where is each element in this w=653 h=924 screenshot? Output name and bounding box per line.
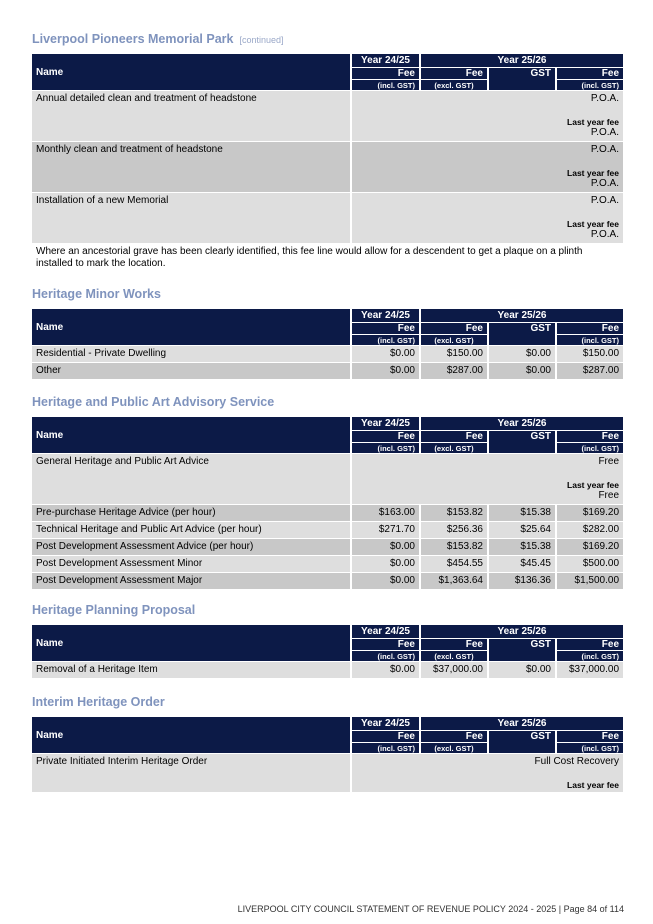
header-year-prev: Year 24/25 bbox=[352, 309, 419, 322]
table-row bbox=[32, 454, 623, 504]
cell-fee-incl: $150.00 bbox=[557, 346, 623, 362]
header-year-prev: Year 24/25 bbox=[352, 417, 419, 430]
header-fee: Fee bbox=[421, 323, 487, 334]
fee-table-interim bbox=[30, 716, 625, 793]
row-name: Residential - Private Dwelling bbox=[32, 346, 350, 362]
row-name: Post Development Assessment Advice (per hour) bbox=[32, 539, 350, 555]
header-incl-gst: (incl. GST) bbox=[557, 335, 623, 345]
cell-fee-excl: $1,363.64 bbox=[421, 573, 487, 589]
header-excl-gst: (excl. GST) bbox=[421, 651, 487, 661]
cell-gst: $25.64 bbox=[489, 522, 555, 538]
last-year-fee-label: Last year fee bbox=[567, 117, 620, 127]
cell-fee-prev: $0.00 bbox=[352, 363, 419, 379]
table-row bbox=[32, 346, 623, 362]
last-year-fee-label: Last year fee bbox=[567, 219, 620, 229]
cell-fee-excl: $37,000.00 bbox=[421, 662, 487, 678]
cell-gst: $15.38 bbox=[489, 505, 555, 521]
header-fee: Fee bbox=[352, 323, 419, 334]
header-gst: GST bbox=[489, 323, 555, 345]
table-row bbox=[32, 363, 623, 379]
header-gst: GST bbox=[489, 639, 555, 661]
header-incl-gst: (incl. GST) bbox=[352, 335, 419, 345]
table-row bbox=[32, 91, 623, 141]
header-year-curr: Year 25/26 bbox=[421, 309, 623, 322]
row-poa: P.O.A. bbox=[590, 195, 620, 206]
header-fee: Fee bbox=[557, 323, 623, 334]
header-incl-gst: (incl. GST) bbox=[352, 651, 419, 661]
header-gst: GST bbox=[489, 431, 555, 453]
header-excl-gst: (excl. GST) bbox=[421, 743, 487, 753]
cell-fee-excl: $153.82 bbox=[421, 505, 487, 521]
cell-fee-prev: $0.00 bbox=[352, 573, 419, 589]
header-name: Name bbox=[32, 417, 350, 453]
header-gst: GST bbox=[489, 731, 555, 753]
row-name: Private Initiated Interim Heritage Order bbox=[32, 754, 350, 792]
row-free: Free bbox=[598, 456, 620, 467]
header-name: Name bbox=[32, 54, 350, 90]
header-name: Name bbox=[32, 625, 350, 661]
table-row bbox=[32, 556, 623, 572]
fee-table-memorial bbox=[30, 53, 625, 273]
cell-fee-excl: $256.36 bbox=[421, 522, 487, 538]
row-poa: P.O.A. bbox=[590, 144, 620, 155]
cell-fee-incl: $500.00 bbox=[557, 556, 623, 572]
row-value bbox=[352, 754, 623, 792]
row-full-cost-recovery: Full Cost Recovery bbox=[534, 756, 620, 767]
header-year-prev: Year 24/25 bbox=[352, 717, 419, 730]
table-note-row bbox=[32, 244, 623, 272]
table-row bbox=[32, 142, 623, 192]
cell-fee-excl: $454.55 bbox=[421, 556, 487, 572]
last-year-fee-value: P.O.A. bbox=[590, 229, 620, 240]
page-footer: LIVERPOOL CITY COUNCIL STATEMENT OF REVENUE POLICY 2024 - 2025 | Page 84 of 114 bbox=[237, 904, 624, 914]
header-excl-gst: (excl. GST) bbox=[421, 443, 487, 453]
last-year-fee-value: P.O.A. bbox=[590, 178, 620, 189]
row-note: Where an ancestorial grave has been clearly identified, this fee line would allow for a descendent to get a plaque on a plinth installed to mark the location. bbox=[32, 244, 623, 272]
table-row bbox=[32, 573, 623, 589]
cell-fee-incl: $1,500.00 bbox=[557, 573, 623, 589]
table-row bbox=[32, 522, 623, 538]
row-name: Technical Heritage and Public Art Advice (per hour) bbox=[32, 522, 350, 538]
row-name: Post Development Assessment Minor bbox=[32, 556, 350, 572]
header-gst: GST bbox=[489, 68, 555, 90]
table-row bbox=[32, 193, 623, 243]
row-value bbox=[352, 91, 623, 141]
row-value bbox=[352, 142, 623, 192]
cell-fee-excl: $150.00 bbox=[421, 346, 487, 362]
section-title: Heritage and Public Art Advisory Service bbox=[32, 395, 275, 409]
row-value bbox=[352, 454, 623, 504]
header-excl-gst: (excl. GST) bbox=[421, 335, 487, 345]
header-fee: Fee bbox=[421, 639, 487, 650]
header-name: Name bbox=[32, 717, 350, 753]
section-memorial-park bbox=[32, 32, 284, 46]
row-name: Other bbox=[32, 363, 350, 379]
row-poa: P.O.A. bbox=[590, 93, 620, 104]
cell-fee-excl: $287.00 bbox=[421, 363, 487, 379]
header-year-prev: Year 24/25 bbox=[352, 54, 419, 67]
header-fee: Fee bbox=[421, 731, 487, 742]
header-year-curr: Year 25/26 bbox=[421, 625, 623, 638]
section-title: Heritage Minor Works bbox=[32, 287, 161, 301]
cell-fee-prev: $0.00 bbox=[352, 346, 419, 362]
cell-gst: $0.00 bbox=[489, 346, 555, 362]
row-name: Installation of a new Memorial bbox=[32, 193, 350, 243]
section-title: Interim Heritage Order bbox=[32, 695, 165, 709]
header-incl-gst: (incl. GST) bbox=[352, 80, 419, 90]
header-fee: Fee bbox=[557, 68, 623, 79]
cell-fee-incl: $169.20 bbox=[557, 539, 623, 555]
fee-table-advisory bbox=[30, 416, 625, 590]
header-fee: Fee bbox=[557, 639, 623, 650]
header-fee: Fee bbox=[352, 431, 419, 442]
header-fee: Fee bbox=[352, 639, 419, 650]
cell-fee-incl: $37,000.00 bbox=[557, 662, 623, 678]
cell-fee-prev: $0.00 bbox=[352, 556, 419, 572]
header-fee: Fee bbox=[557, 431, 623, 442]
section-title: Heritage Planning Proposal bbox=[32, 603, 196, 617]
header-year-curr: Year 25/26 bbox=[421, 54, 623, 67]
cell-fee-incl: $287.00 bbox=[557, 363, 623, 379]
cell-gst: $0.00 bbox=[489, 662, 555, 678]
header-name: Name bbox=[32, 309, 350, 345]
header-fee: Fee bbox=[421, 431, 487, 442]
fee-table-planning bbox=[30, 624, 625, 679]
header-year-curr: Year 25/26 bbox=[421, 717, 623, 730]
last-year-fee-value: Free bbox=[598, 490, 620, 501]
header-incl-gst: (incl. GST) bbox=[557, 443, 623, 453]
row-name: Pre-purchase Heritage Advice (per hour) bbox=[32, 505, 350, 521]
cell-gst: $136.36 bbox=[489, 573, 555, 589]
cell-fee-prev: $0.00 bbox=[352, 539, 419, 555]
header-incl-gst: (incl. GST) bbox=[557, 743, 623, 753]
continued-label: [continued] bbox=[239, 35, 284, 45]
section-title bbox=[32, 32, 284, 46]
cell-fee-excl: $153.82 bbox=[421, 539, 487, 555]
fee-table-minor-works bbox=[30, 308, 625, 380]
cell-fee-prev: $271.70 bbox=[352, 522, 419, 538]
row-value bbox=[352, 193, 623, 243]
table-row bbox=[32, 754, 623, 792]
table-row bbox=[32, 505, 623, 521]
last-year-fee-label: Last year fee bbox=[567, 780, 620, 790]
row-name: General Heritage and Public Art Advice bbox=[32, 454, 350, 504]
cell-gst: $45.45 bbox=[489, 556, 555, 572]
cell-gst: $0.00 bbox=[489, 363, 555, 379]
header-fee: Fee bbox=[352, 731, 419, 742]
table-row bbox=[32, 539, 623, 555]
header-fee: Fee bbox=[352, 68, 419, 79]
row-name: Monthly clean and treatment of headstone bbox=[32, 142, 350, 192]
table-row bbox=[32, 662, 623, 678]
header-excl-gst: (excl. GST) bbox=[421, 80, 487, 90]
header-fee: Fee bbox=[557, 731, 623, 742]
header-fee: Fee bbox=[421, 68, 487, 79]
last-year-fee-label: Last year fee bbox=[567, 168, 620, 178]
cell-fee-prev: $163.00 bbox=[352, 505, 419, 521]
section-title-text: Liverpool Pioneers Memorial Park bbox=[32, 32, 234, 46]
last-year-fee-label: Last year fee bbox=[567, 480, 620, 490]
cell-fee-incl: $282.00 bbox=[557, 522, 623, 538]
header-incl-gst: (incl. GST) bbox=[352, 743, 419, 753]
cell-fee-prev: $0.00 bbox=[352, 662, 419, 678]
header-year-prev: Year 24/25 bbox=[352, 625, 419, 638]
header-incl-gst: (incl. GST) bbox=[557, 651, 623, 661]
row-name: Post Development Assessment Major bbox=[32, 573, 350, 589]
header-incl-gst: (incl. GST) bbox=[352, 443, 419, 453]
cell-gst: $15.38 bbox=[489, 539, 555, 555]
row-name: Annual detailed clean and treatment of headstone bbox=[32, 91, 350, 141]
cell-fee-incl: $169.20 bbox=[557, 505, 623, 521]
row-name: Removal of a Heritage Item bbox=[32, 662, 350, 678]
header-year-curr: Year 25/26 bbox=[421, 417, 623, 430]
last-year-fee-value: P.O.A. bbox=[590, 127, 620, 138]
header-incl-gst: (incl. GST) bbox=[557, 80, 623, 90]
